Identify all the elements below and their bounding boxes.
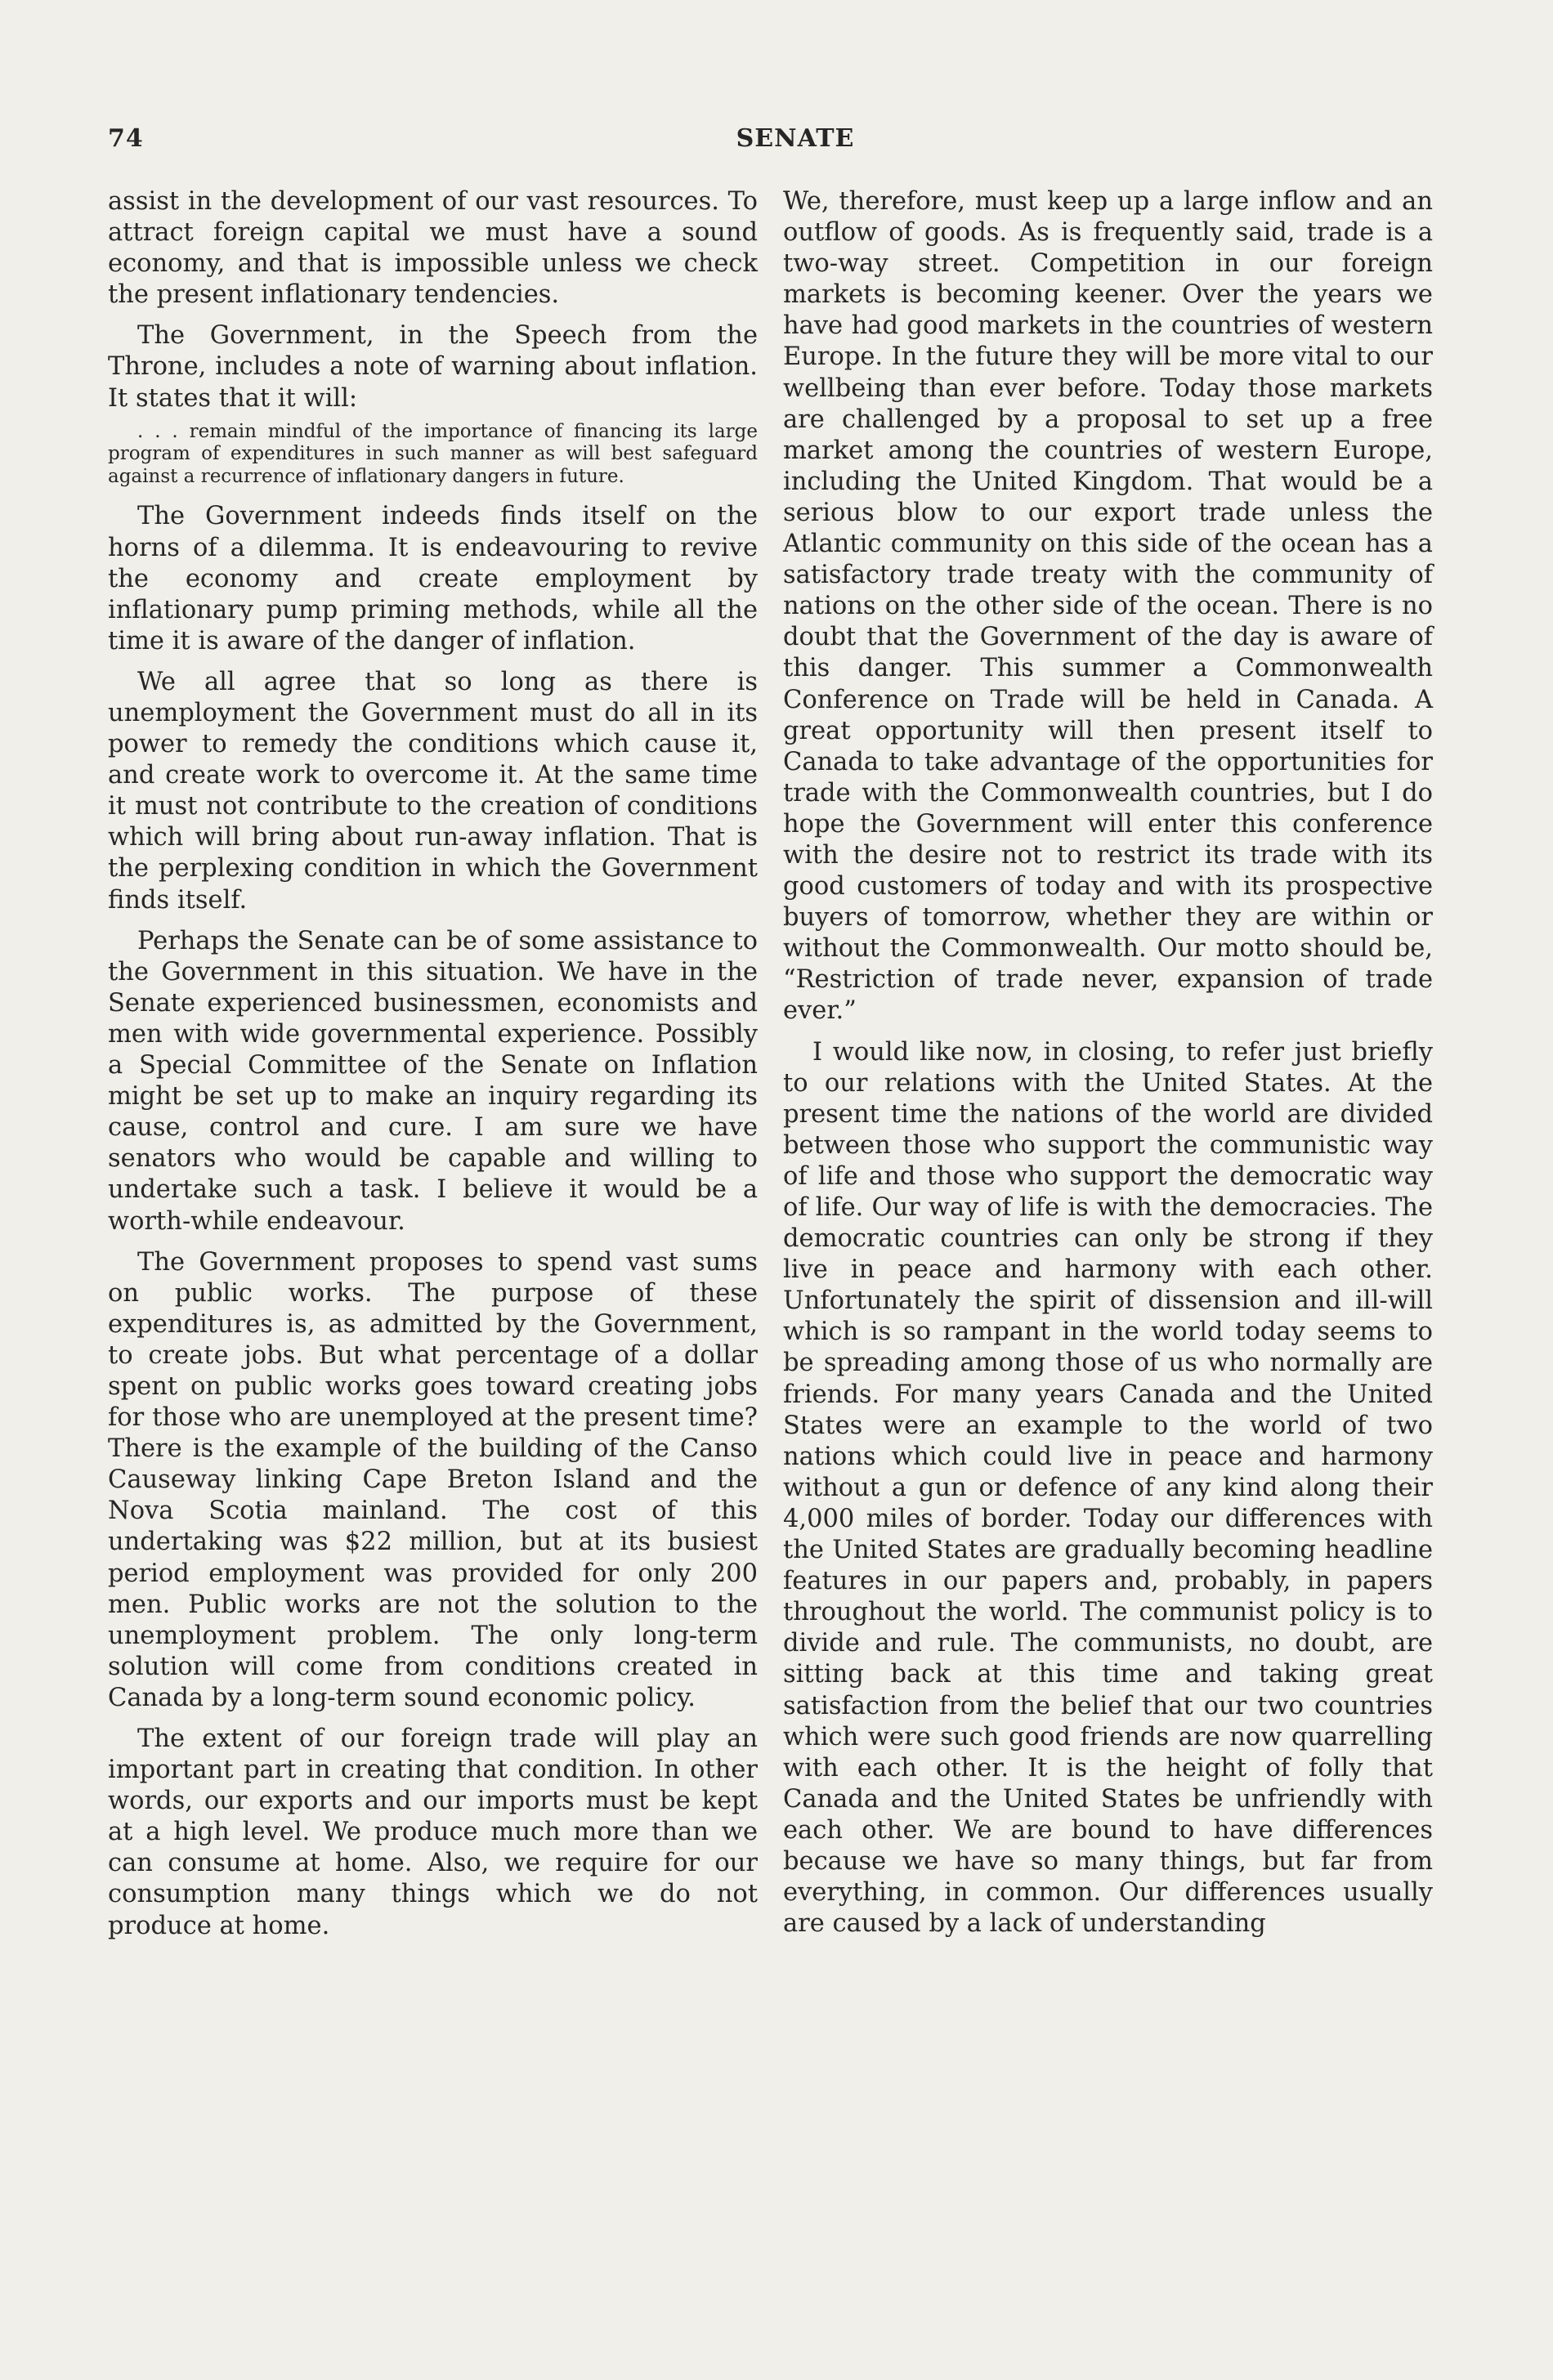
paragraph: The Government indeeds finds itself on the horns of a dilemma. It is endeavouring to revive the economy and create employment by inflationary pump priming methods, while all the time it is aware of the danger of inflation.	[108, 502, 758, 655]
block-quote: . . . remain mindful of the importance of financing its large program of expenditures in such manner as will best safeguard against a recurrence of inflationary dangers in future.	[108, 420, 758, 487]
paragraph: The Government, in the Speech from the Throne, includes a note of warning about inflation. It states that it will:	[108, 321, 758, 413]
paragraph: We all agree that so long as there is unemployment the Government must do all in its power to remedy the conditions which cause it, and create work to overcome it. At the same time it must not contribute to the creation of conditions which will bring about run-away inflation. That is the perplexing condition in which the Government finds itself.	[108, 667, 758, 915]
paragraph: I would like now, in closing, to refer just briefly to our relations with the United States. At the present time the nations of the world are divided between those who support the communistic way of life and those who support the democratic way of life. Our way of life is with the democracies. The democratic countries can only be strong if they live in peace and harmony with each other. Unfortunately the spirit of dissension and ill-will which is so rampant in the world today seems to be spreading among those of us who normally are friends. For many years Canada and the United States were an example to the world of two nations which could live in peace and harmony without a gun or defence of any kind along their 4,000 miles of border. Today our differences with the United States are gradually becoming headline features in our papers and, probably, in papers throughout the world. The communist policy is to divide and rule. The communists, no doubt, are sitting back at this time and taking great satisfaction from the belief that our two countries which were such good friends are now quarrelling with each other. It is the height of folly that Canada and the United States be unfriendly with each other. We are bound to have differences because we have so many things, but far from everything, in common. Our differences usually are caused by a lack of understanding	[783, 1037, 1433, 1939]
running-head: SENATE	[736, 124, 855, 153]
paragraph: We, therefore, must keep up a large inflow and an outflow of goods. As is frequently said, trade is a two-way street. Competition in our foreign markets is becoming keener. Over the years we have had good markets in the countries of western Europe. In the future they will be more vital to our wellbeing than ever before. Today those markets are challenged by a proposal to set up a free market among the countries of western Europe, including the United Kingdom. That would be a serious blow to our export trade unless the Atlantic community on this side of the ocean has a satisfactory trade treaty with the community of nations on the other side of the ocean. There is no doubt that the Government of the day is aware of this danger. This summer a Commonwealth Conference on Trade will be held in Canada. A great opportunity will then present itself to Canada to take advantage of the opportunities for trade with the Commonwealth countries, but I do hope the Government will enter this conference with the desire not to restrict its trade with its good customers of today and with its prospective buyers of tomorrow, whether they are within or without the Commonwealth. Our motto should be, “Restriction of trade never, expansion of trade ever.”	[783, 187, 1433, 1026]
paragraph: Perhaps the Senate can be of some assistance to the Government in this situation. We have in the Senate experienced businessmen, economists and men with wide governmental experience. Possibly a Special Committee of the Senate on Inflation might be set up to make an inquiry regarding its cause, control and cure. I am sure we have senators who would be capable and willing to undertake such a task. I believe it would be a worth-while endeavour.	[108, 926, 758, 1236]
paragraph: The Government proposes to spend vast sums on public works. The purpose of these expenditures is, as admitted by the Government, to create jobs. But what percentage of a dollar spent on public works goes toward creating jobs for those who are unemployed at the present time? There is the example of the building of the Canso Causeway linking Cape Breton Island and the Nova Scotia mainland. The cost of this undertaking was $22 million, but at its busiest period employment was provided for only 200 men. Public works are not the solution to the unemployment problem. The only long-term solution will come from conditions created in Canada by a long-term sound economic policy.	[108, 1247, 758, 1712]
page-number: 74	[108, 124, 144, 153]
right-column	[783, 186, 1433, 1939]
paragraph: The extent of our foreign trade will play an important part in creating that condition. In other words, our exports and our imports must be kept at a high level. We produce much more than we can consume at home. Also, we require for our consumption many things which we do not produce at home.	[108, 1725, 758, 1940]
paragraph: assist in the development of our vast resources. To attract foreign capital we must have a sound economy, and that is impossible unless we check the present inflationary tendencies.	[108, 187, 758, 310]
page-header	[108, 124, 1450, 163]
left-column	[108, 186, 758, 1942]
